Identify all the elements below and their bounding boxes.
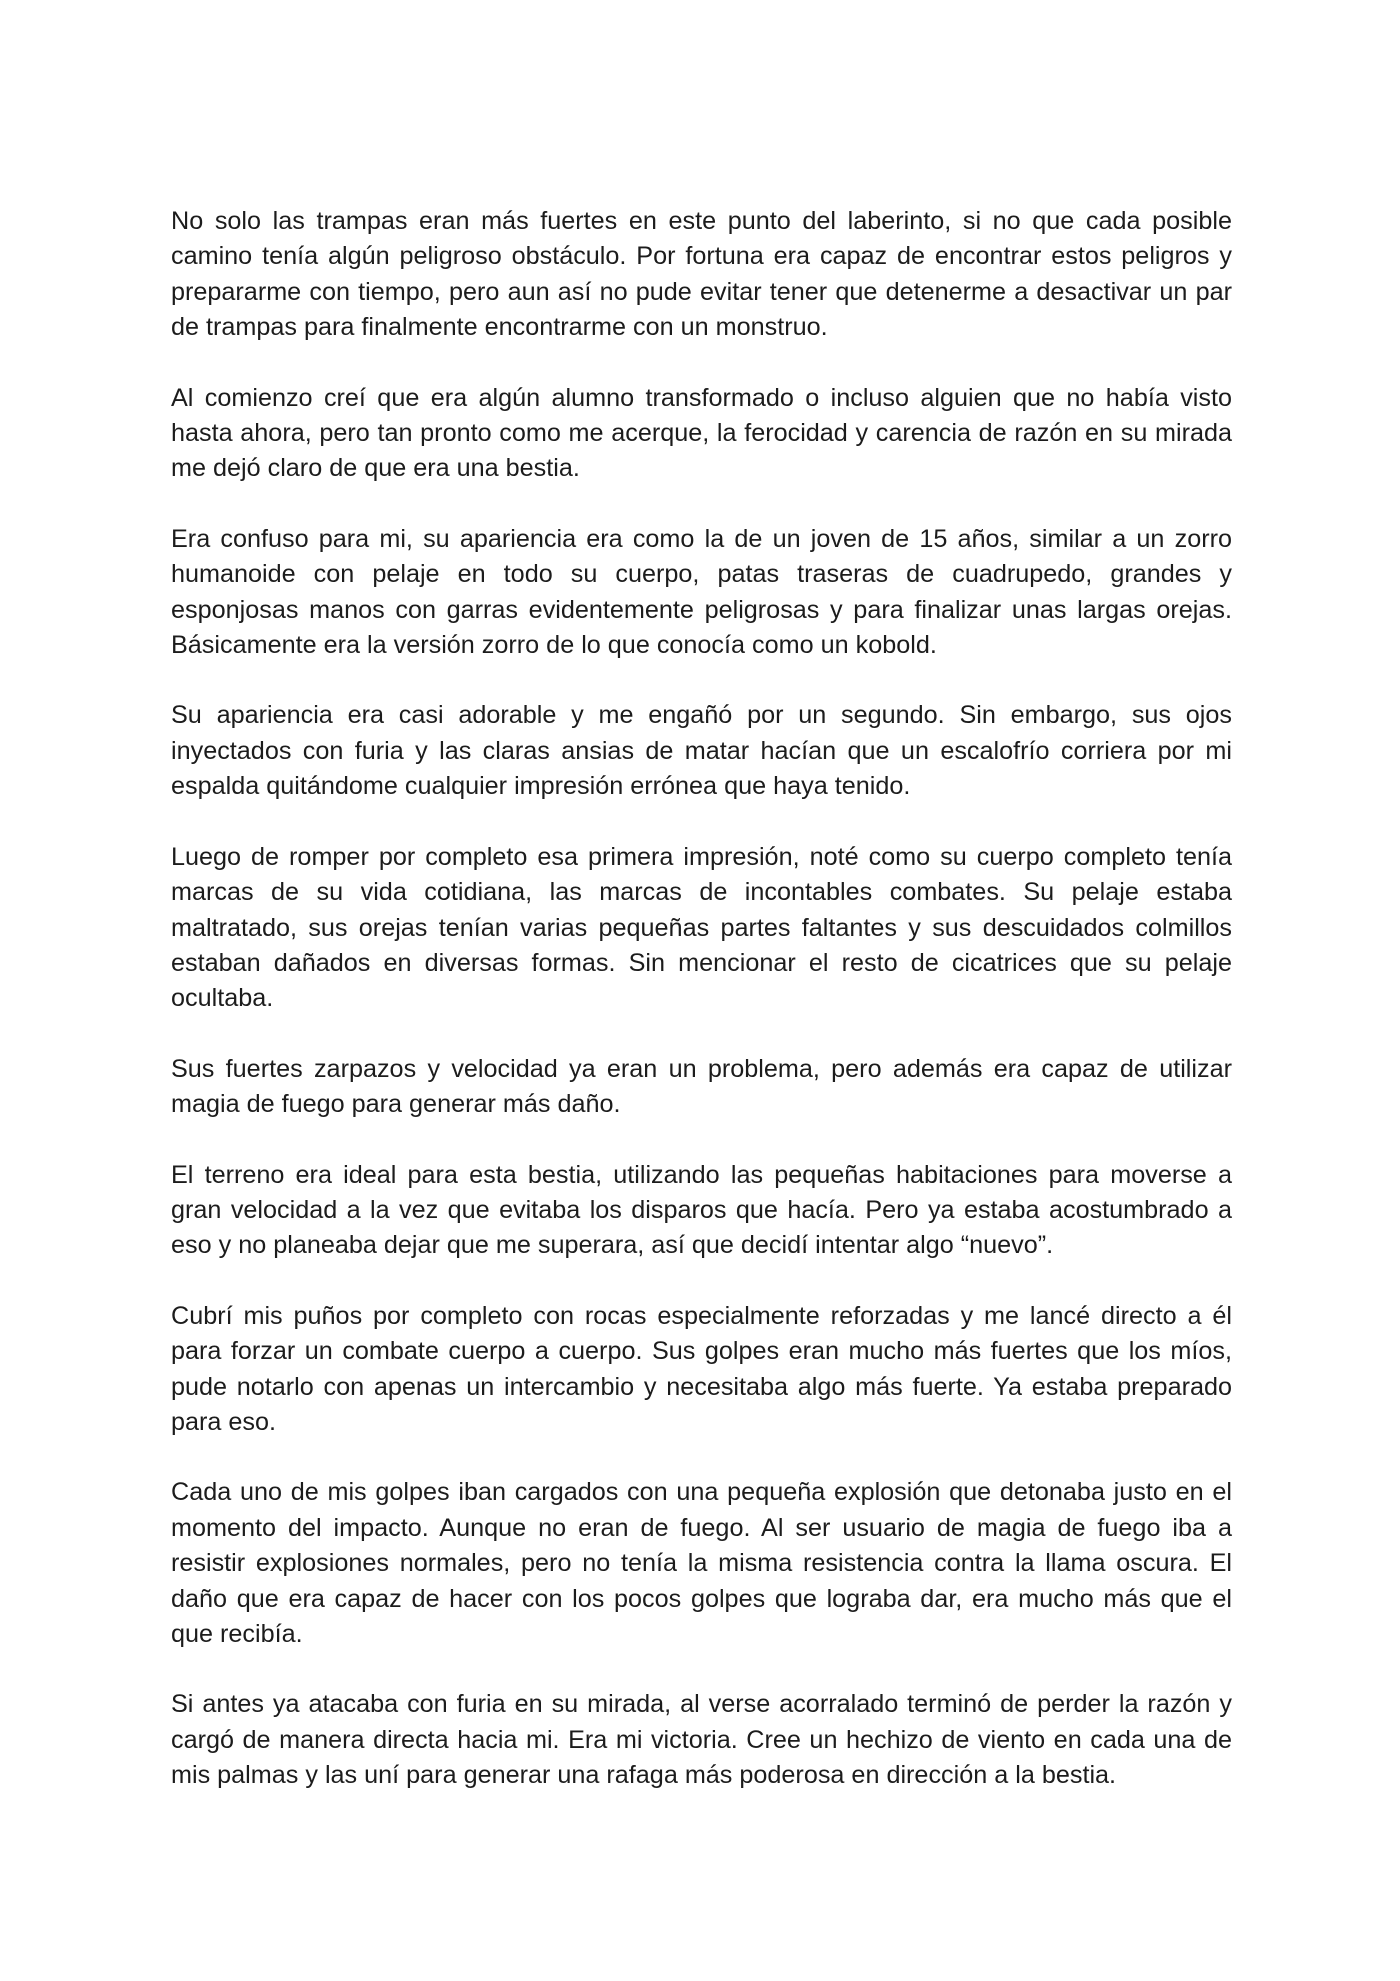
paragraph-4: Su apariencia era casi adorable y me engañó por un segundo. Sin embargo, sus ojos inyectados con furia y las claras ansias de matar hacían que un escalofrío corriera por mi espalda quitándome cualquier impresión errónea que haya tenido.	[171, 701, 1232, 801]
paragraph-2: Al comienzo creí que era algún alumno transformado o incluso alguien que no había visto hasta ahora, pero tan pronto como me acerque, la ferocidad y carencia de razón en su mirada me dejó claro de que era una bestia.	[171, 383, 1232, 483]
paragraph-9: Cada uno de mis golpes iban cargados con una pequeña explosión que detonaba justo en el momento del impacto. Aunque no eran de fuego. Al ser usuario de magia de fuego iba a resistir explosiones normales, pero no tenía la misma resistencia contra la llama oscura. El daño que era capaz de hacer con los pocos golpes que lograba dar, era mucho más que el que recibía.	[171, 1478, 1232, 1648]
paragraph-1: No solo las trampas eran más fuertes en este punto del laberinto, si no que cada posible camino tenía algún peligroso obstáculo. Por fortuna era capaz de encontrar estos peligros y prepararme con tiempo, pero aun así no pude evitar tener que detenerme a desactivar un par de trampas para finalmente encontrarme con un monstruo.	[171, 207, 1232, 342]
paragraph-6: Sus fuertes zarpazos y velocidad ya eran un problema, pero además era capaz de utilizar magia de fuego para generar más daño.	[171, 1054, 1232, 1119]
paragraph-10: Si antes ya atacaba con furia en su mirada, al verse acorralado terminó de perder la razón y cargó de manera directa hacia mi. Era mi victoria. Cree un hechizo de viento en cada una de mis palmas y las uní para generar una rafaga más poderosa en dirección a la bestia.	[171, 1690, 1232, 1790]
paragraph-7: El terreno era ideal para esta bestia, utilizando las pequeñas habitaciones para moverse a gran velocidad a la vez que evitaba los disparos que hacía. Pero ya estaba acostumbrado a eso y no planeaba dejar que me superara, así que decidí intentar algo “nuevo”.	[171, 1160, 1232, 1260]
paragraph-8: Cubrí mis puños por completo con rocas especialmente reforzadas y me lancé directo a él para forzar un combate cuerpo a cuerpo. Sus golpes eran mucho más fuertes que los míos, pude notarlo con apenas un intercambio y necesitaba algo más fuerte. Ya estaba preparado para eso.	[171, 1301, 1232, 1436]
paragraph-3: Era confuso para mi, su apariencia era como la de un joven de 15 años, similar a un zorro humanoide con pelaje en todo su cuerpo, patas traseras de cuadrupedo, grandes y esponjosas manos con garras evidentemente peligrosas y para finalizar unas largas orejas. Básicamente era la versión zorro de lo que conocía como un kobold.	[171, 524, 1232, 660]
paragraph-5: Luego de romper por completo esa primera impresión, noté como su cuerpo completo tenía marcas de su vida cotidiana, las marcas de incontables combates. Su pelaje estaba maltratado, sus orejas tenían varias pequeñas partes faltantes y sus descuidados colmillos estaban dañados en diversas formas. Sin mencionar el resto de cicatrices que su pelaje ocultaba.	[171, 842, 1232, 1013]
